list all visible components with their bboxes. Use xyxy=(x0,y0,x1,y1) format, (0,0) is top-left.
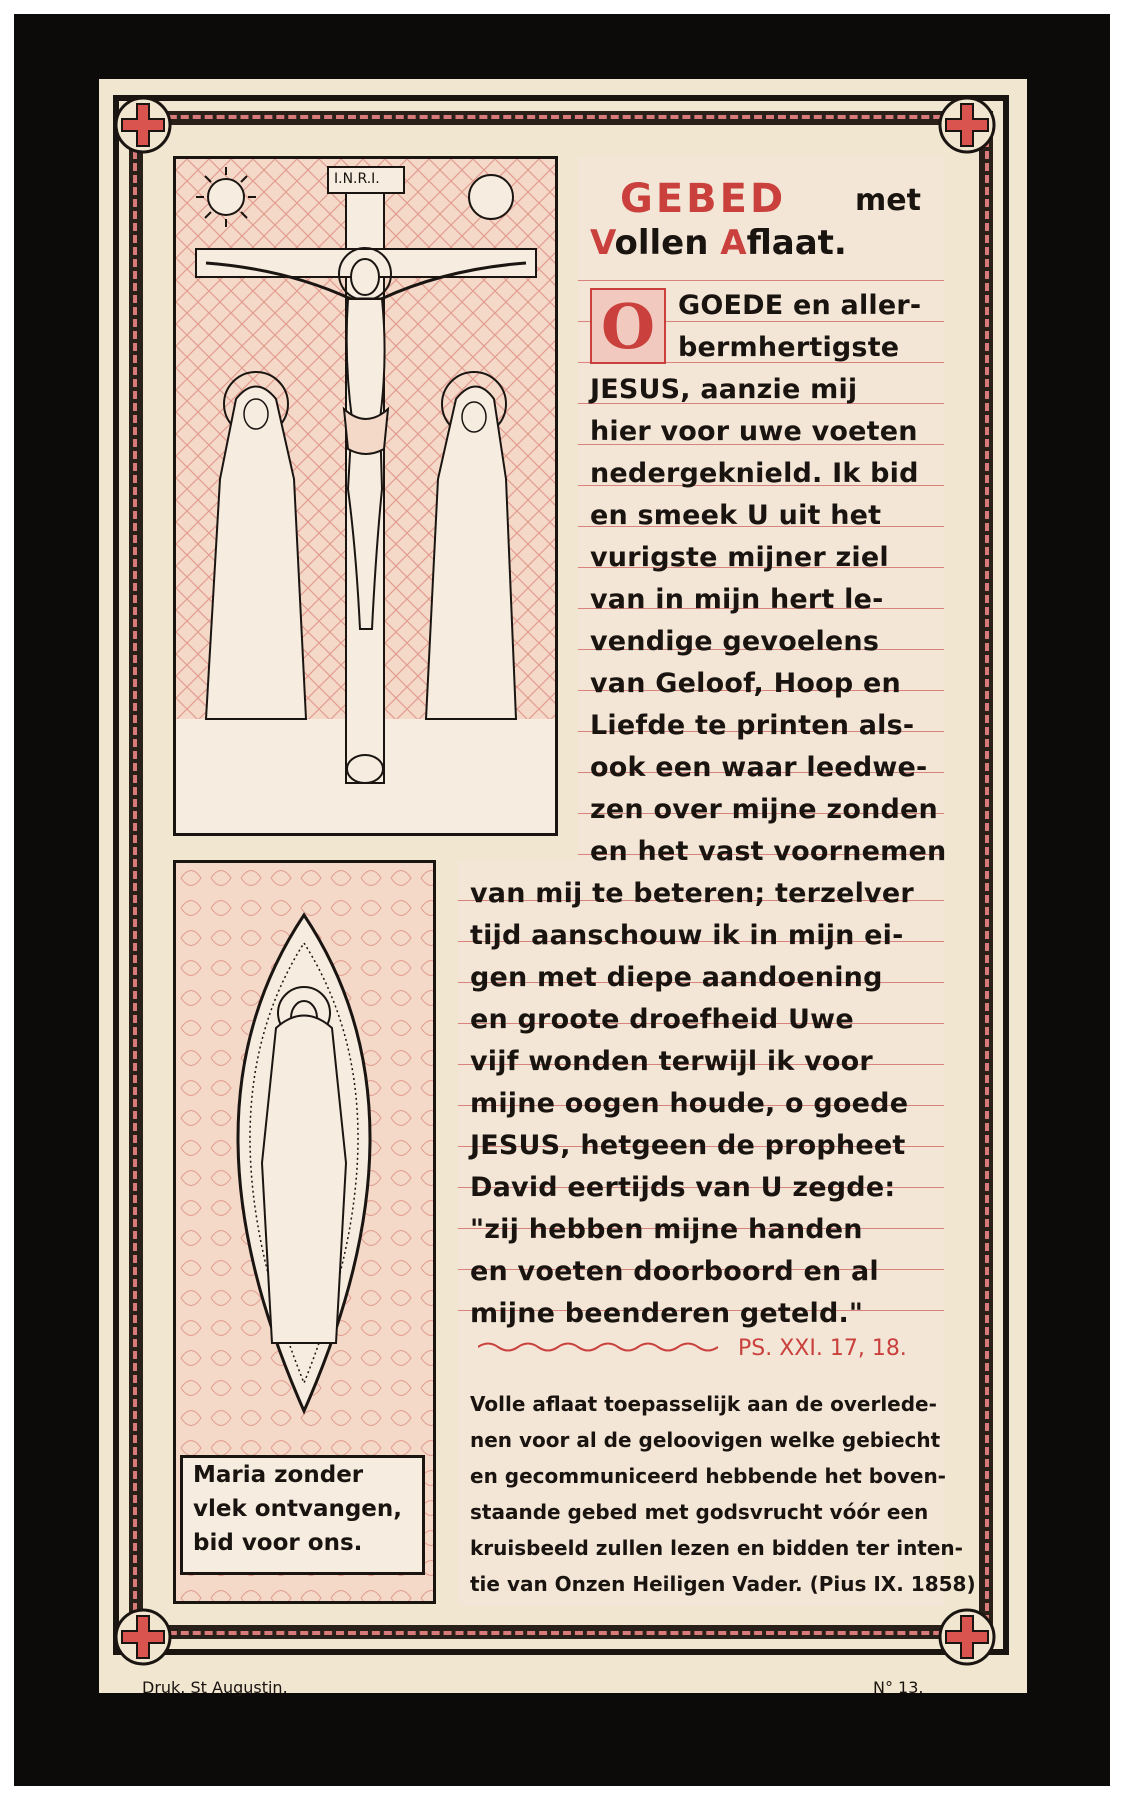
banner-line: bid voor ons. xyxy=(193,1530,363,1556)
prayer-line: David eertijds van U zegde: xyxy=(470,1172,896,1203)
prayer-line: mijne beenderen geteld." xyxy=(470,1298,864,1329)
prayer-title-suffix: met xyxy=(855,183,921,218)
prayer-subtitle xyxy=(590,223,847,263)
subtitle-initial-v: V xyxy=(590,223,615,263)
corner-cross-icon xyxy=(938,96,996,154)
indulgence-line: tie van Onzen Heiligen Vader. (Pius IX. 1858) xyxy=(470,1572,976,1596)
prayer-line: JESUS, hetgeen de propheet xyxy=(470,1130,906,1161)
corner-cross-icon xyxy=(114,1608,172,1666)
decorative-wave-divider xyxy=(478,1340,718,1354)
prayer-line: tijd aanschouw ik in mijn ei- xyxy=(470,920,904,951)
drop-capital: O xyxy=(590,288,666,364)
indulgence-line: staande gebed met godsvrucht vóór een xyxy=(470,1500,929,1524)
prayer-line: "zij hebben mijne handen xyxy=(470,1214,863,1245)
prayer-line: en voeten doorboord en al xyxy=(470,1256,879,1287)
card-number: N° 13. xyxy=(873,1678,924,1697)
prayer-line: nedergeknield. Ik bid xyxy=(590,458,919,489)
prayer-line: vurigste mijner ziel xyxy=(590,542,889,573)
prayer-line: en groote droefheid Uwe xyxy=(470,1004,854,1035)
prayer-line: zen over mijne zonden xyxy=(590,794,938,825)
prayer-line: en smeek U uit het xyxy=(590,500,882,531)
prayer-line: vendige gevoelens xyxy=(590,626,880,657)
corner-cross-icon xyxy=(938,1608,996,1666)
subtitle-initial-a: A xyxy=(720,223,747,263)
prayer-line: ook een waar leedwe- xyxy=(590,752,928,783)
prayer-line: en het vast voornemen xyxy=(590,836,947,867)
prayer-line: JESUS, aanzie mij xyxy=(590,374,858,405)
indulgence-line: en gecommuniceerd hebbende het boven- xyxy=(470,1464,946,1488)
indulgence-line: kruisbeeld zullen lezen en bidden ter inten- xyxy=(470,1536,963,1560)
prayer-line: gen met diepe aandoening xyxy=(470,962,883,993)
prayer-line: bermhertigste xyxy=(678,332,900,363)
indulgence-line: Volle aflaat toepasselijk aan de overlede- xyxy=(470,1392,937,1416)
prayer-line: vijf wonden terwijl ik voor xyxy=(470,1046,873,1077)
prayer-line: hier voor uwe voeten xyxy=(590,416,918,447)
prayer-line: van mij te beteren; terzelver xyxy=(470,878,914,909)
corner-cross-icon xyxy=(114,96,172,154)
prayer-line: van Geloof, Hoop en xyxy=(590,668,901,699)
prayer-line: mijne oogen houde, o goede xyxy=(470,1088,909,1119)
scripture-reference: PS. XXI. 17, 18. xyxy=(738,1336,907,1361)
crucifixion-illustration xyxy=(173,156,558,836)
banner-line: Maria zonder xyxy=(193,1462,364,1488)
inri-label: I.N.R.I. xyxy=(334,171,380,187)
prayer-line: van in mijn hert le- xyxy=(590,584,884,615)
prayer-title: GEBED xyxy=(620,176,787,222)
subtitle-part: ollen xyxy=(614,223,721,263)
printer-imprint: Druk. St Augustin. xyxy=(142,1678,288,1697)
prayer-line: Liefde te printen als- xyxy=(590,710,915,741)
subtitle-part: flaat. xyxy=(746,223,847,263)
indulgence-line: nen voor al de geloovigen welke gebiecht xyxy=(470,1428,941,1452)
banner-line: vlek ontvangen, xyxy=(193,1496,403,1522)
prayer-line: GOEDE en aller- xyxy=(678,290,922,321)
